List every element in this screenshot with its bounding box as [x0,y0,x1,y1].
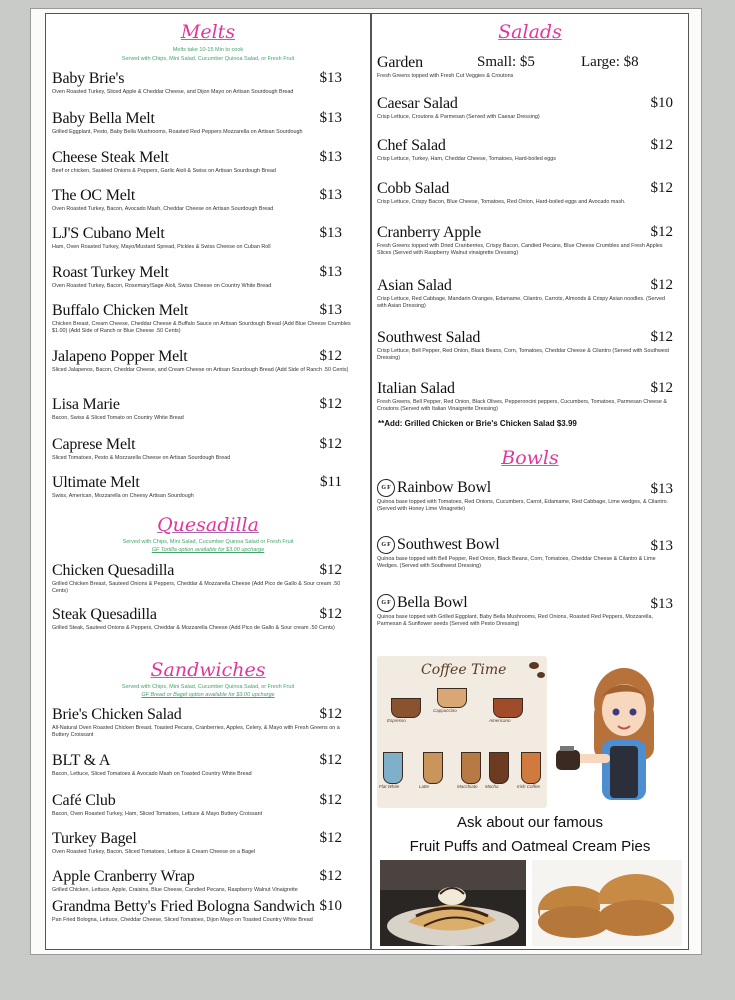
item-name-text: Steak Quesadilla [52,606,157,623]
barista-girl-illustration [552,662,682,808]
coffee-cup-icon [391,698,421,718]
item-name [377,277,683,294]
item-price: $12 [650,224,673,240]
item-name-text: Roast Turkey Melt [52,264,169,281]
item-description: Sliced Tomatoes, Pesto & Mozzarella Cheese on Artisan Sourdough Bread [52,455,231,461]
item-price: $12 [650,180,673,196]
item-price: $12 [319,396,342,412]
item-price: $12 [319,436,342,452]
item-price: $12 [319,792,342,808]
sandwiches-gf-note: GF Bread or Bagel option available for $3.00 upcharge [141,692,275,698]
coffee-drink-label: Irish Coffee [517,784,541,789]
item-name [52,302,364,319]
item-description: Fresh Greens topped with Dried Cranberries, Crispy Bacon, Candied Pecans, Blue Cheese Crumbles and Fresh Apples Slices (Served with Raspberry Walnut vinaigrette Dressing) [377,243,663,256]
item-name-text: LJ'S Cubano Melt [52,225,165,242]
item-price: $12 [650,329,673,345]
coffee-drink-label: Espresso [387,718,406,723]
gluten-free-icon: G F [377,479,395,497]
item-description: Crisp Lettuce, Crispy Bacon, Blue Cheese, Tomatoes, Red Onion, Hard-boiled eggs and Avocado mash. [377,199,626,205]
menu-item-chef-salad [377,137,683,163]
item-name-text: Baby Brie's [52,70,125,87]
item-description: Chicken Breast, Cream Cheese, Cheddar Cheese & Buffalo Sauce on Artisan Sourdough Bread (Add Blue Cheese Crumbles $1.00) (Add Side of Ranch or Blue Cheese .50 Cents) [52,321,351,334]
coffee-cup-icon [489,752,509,784]
item-name [52,706,364,723]
item-description: Oven Roasted Turkey, Bacon, Rosemary/Sage Aioli, Swiss Cheese on Country White Bread [52,283,272,289]
coffee-drink-label: Americano [489,718,511,723]
item-name-text: Apple Cranberry Wrap [52,868,195,885]
salad-add-note: **Add: Grilled Chicken or Brie's Chicken Salad $3.99 [378,419,577,428]
quesadilla-served-note: Served with Chips, Mini Salad, Cucumber Quinoa Salad or Fresh Fruit [122,539,294,545]
item-description: Oven Roasted Turkey, Sliced Apple & Cheddar Cheese, and Dijon Mayo on Artisan Sourdough Bread [52,89,294,95]
menu-item-grandma-betty-s-fried-bologna-sandwich [52,898,364,924]
item-description: Fresh Greens topped with Fresh Cut Veggies & Croutons [377,73,514,79]
item-name-text: Chicken Quesadilla [52,562,175,579]
menu-item-chicken-quesadilla [52,562,364,595]
menu-item-italian-salad [377,380,683,413]
item-name [377,479,683,497]
item-description: Sliced Jalapenos, Bacon, Cheddar Cheese, and Cream Cheese on Artisan Sourdough Bread (Add Side of Ranch .50 Cents) [52,367,349,373]
right-menu-column [371,13,689,950]
item-description: Crisp Lettuce, Red Cabbage, Mandarin Oranges, Edamame, Cilantro, Carrots, Almonds & Crispy Asian noodles. (Served with Asian Dressing) [377,296,665,309]
menu-item-baby-brie-s [52,70,364,96]
sandwiches-title: Sandwiches [150,659,266,681]
menu-item-brie-s-chicken-salad [52,706,364,739]
item-description: Crisp Lettuce, Croutons & Parmesan (Served with Caesar Dressing) [377,114,540,120]
item-price: $12 [319,706,342,722]
item-price: $13 [319,149,342,165]
item-description: Crisp Lettuce, Turkey, Ham, Cheddar Cheese, Tomatoes, Hard-boiled eggs [377,156,556,162]
item-price: $12 [319,348,342,364]
item-name [52,225,364,242]
menu-item-ultimate-melt [52,474,364,500]
menu-item-cheese-steak-melt [52,149,364,175]
item-name-text: Baby Bella Melt [52,110,155,127]
item-price: $13 [650,596,673,612]
item-description: Grilled Steak, Sauteed Onions & Peppers, Cheddar & Mozzarella Cheese (Add Pico de Gallo & Sour cream .50 Cents) [52,625,335,631]
item-description: Pan Fried Bologna, Lettuce, Cheddar Cheese, Sliced Tomatoes, Dijon Mayo on Toasted Country White Bread [52,917,313,923]
item-price: $12 [650,380,673,396]
salads-title: Salads [498,21,562,43]
menu-item-caf-club [52,792,364,818]
item-name-text: Ultimate Melt [52,474,140,491]
coffee-cup-icon [383,752,403,784]
coffee-time-illustration [377,656,547,808]
coffee-cup-icon [461,752,481,784]
item-name-text: Turkey Bagel [52,830,137,847]
item-price: $13 [319,302,342,318]
item-name [52,264,364,281]
item-name [377,380,683,397]
item-description: Bacon, Lettuce, Sliced Tomatoes & Avocado Mash on Toasted Country White Bread [52,771,252,777]
item-name-text: Rainbow Bowl [397,479,492,496]
item-name [52,868,364,885]
item-price: $13 [650,538,673,554]
item-name [377,536,683,554]
item-name [52,149,364,166]
oatmeal-cream-pies-photo [532,860,682,946]
item-name-text: Bella Bowl [397,594,468,611]
quesadilla-title: Quesadilla [157,514,259,536]
item-name-text: Asian Salad [377,277,452,294]
menu-item-southwest-salad [377,329,683,362]
item-name [52,187,364,204]
item-description: Grilled Eggplant, Pesto, Baby Bella Mushrooms, Roasted Red Peppers Mozzarella on Artisan Sourdough [52,129,303,135]
item-price: $12 [650,277,673,293]
item-description: Grilled Chicken Breast, Sauteed Onions & Peppers, Cheddar & Mozzarella Cheese (Add Pico de Gallo & Sour cream .50 Cents) [52,581,341,594]
coffee-cup-icon [423,752,443,784]
item-name [52,70,364,87]
item-name: Garden [377,54,423,71]
item-name-text: Italian Salad [377,380,455,397]
menu-item-lisa-marie [52,396,364,422]
coffee-bean-icon [537,672,545,678]
item-price: $13 [319,264,342,280]
item-name-text: Cobb Salad [377,180,450,197]
item-price: $12 [319,606,342,622]
gluten-free-icon: G F [377,536,395,554]
item-name [52,110,364,127]
coffee-time-title: Coffee Time [421,662,507,678]
menu-item-buffalo-chicken-melt [52,302,364,335]
menu-item-turkey-bagel [52,830,364,856]
item-name [377,594,683,612]
menu-item-asian-salad [377,277,683,310]
item-name-text: Café Club [52,792,116,809]
item-description: Oven Roasted Turkey, Bacon, Avocado Mash, Cheddar Cheese on Artisan Sourdough Bread [52,206,274,212]
item-description: Swiss, American, Mozzarella on Cheesy Artisan Sourdough [52,493,194,499]
item-description: Crisp Lettuce, Bell Pepper, Red Onion, Black Beans, Corn, Tomatoes, Cheddar Cheese & Cilantro (Served with Southwest Dressing) [377,348,670,361]
item-name [52,474,364,491]
left-menu-column [45,13,371,950]
gluten-free-icon: G F [377,594,395,612]
menu-item-the-oc-melt [52,187,364,213]
menu-item-baby-bella-melt [52,110,364,136]
menu-item-cobb-salad [377,180,683,206]
item-price: $10 [319,898,342,914]
item-name-text: Caprese Melt [52,436,136,453]
item-name [52,752,364,769]
item-name-text: BLT & A [52,752,111,769]
item-price: $13 [650,481,673,497]
item-price: $12 [319,830,342,846]
coffee-drink-label: Flat White [379,784,400,789]
item-price: $12 [650,137,673,153]
item-description: Fresh Greens, Bell Pepper, Red Onion, Black Olives, Pepperoncini peppers, Cucumbers, Tomatoes, Parmesan Cheese & Croutons (Served with Italian Vinaigrette Dressing) [377,399,667,412]
item-description: Oven Roasted Turkey, Bacon, Sliced Tomatoes, Lettuce & Cream Cheese on a Bagel [52,849,256,855]
item-name-text: Jalapeno Popper Melt [52,348,188,365]
item-price: $13 [319,187,342,203]
item-name [52,792,364,809]
menu-item-steak-quesadilla [52,606,364,632]
bowls-title: Bowls [501,447,559,469]
item-name-text: The OC Melt [52,187,136,204]
item-description: Quinoa base topped with Grilled Eggplant, Baby Bella Mushrooms, Red Onions, Roasted Red Peppers, Mozzarella, Parmesan & Sunflower seeds (Served with Pesto Dressing) [377,614,653,628]
melts-cook-note: Melts take 10-15 Min to cook [172,47,244,53]
garden-small-price: Small: $5 [477,54,535,70]
item-price: $13 [319,225,342,241]
menu-item-roast-turkey-melt [52,264,364,290]
item-name [52,436,364,453]
coffee-drink-label: Macchiato [457,784,478,789]
menu-item-blt-a [52,752,364,778]
item-price: $12 [319,562,342,578]
garden-large-price: Large: $8 [581,54,639,70]
menu-item-caprese-melt [52,436,364,462]
waffle-dessert-photo [380,860,526,946]
item-name [377,180,683,197]
coffee-drink-label: Mocha [485,784,499,789]
item-name-text: Southwest Salad [377,329,481,346]
menu-item-bella-bowl [377,594,683,628]
item-description: Quinoa base topped with Bell Pepper, Red Onion, Black Beans, Corn, Tomatoes, Cheddar Cheese & Cilantro & Lime Wedges. (Served with Southwest Dressing) [377,556,656,570]
item-name [377,137,683,154]
coffee-drink-label: Latte [419,784,430,789]
item-name [52,396,364,413]
coffee-drink-label: Cappuccino [433,708,457,713]
item-name-text: Buffalo Chicken Melt [52,302,189,319]
item-name-text: Cheese Steak Melt [52,149,169,166]
item-name [52,562,364,579]
item-name-text: Grandma Betty's Fried Bologna Sandwich [52,898,315,915]
menu-item-garden [377,54,683,80]
quesadilla-gf-note: GF Tortilla option available for $3.00 upcharge [151,547,265,553]
item-name [52,348,364,365]
menu-item-apple-cranberry-wrap [52,868,364,894]
item-price: $11 [320,474,342,490]
promo-line-1: Ask about our famous [457,814,603,831]
menu-item-lj-s-cubano-melt [52,225,364,251]
item-description: Beef or chicken, Sautéed Onions & Peppers, Garlic Aioli & Swiss on Artisan Sourdough Bread [52,168,276,174]
item-name [377,224,683,241]
item-price: $13 [319,70,342,86]
coffee-bean-icon [529,662,539,669]
item-name [377,95,683,112]
item-description: Bacon, Swiss & Sliced Tomato on Country White Bread [52,415,184,421]
item-price: $10 [650,95,673,111]
item-description: All-Natural Oven Roasted Chicken Breast, Toasted Pecans, Cranberries, Apples, Celery, & Mayo with Fresh Greens on a Buttery Croissant [52,725,340,738]
promo-line-2: Fruit Puffs and Oatmeal Cream Pies [409,838,651,855]
item-description: Quinoa base topped with Tomatoes, Red Onions, Cucumbers, Carrot, Edamame, Red Cabbage, Lime wedges, & Cilantro. (Served with Honey Lime Vinagrette) [377,499,669,513]
item-name-text: Lisa Marie [52,396,120,413]
menu-sheet [30,8,702,955]
menu-item-southwest-bowl [377,536,683,570]
item-name [52,898,364,915]
item-name-text: Southwest Bowl [397,536,500,553]
item-name [377,329,683,346]
item-description: Grilled Chicken, Lettuce, Apple, Craisins, Blue Cheese, Candied Pecans, Raspberry Walnut Vinaigrette [52,887,298,893]
item-description: Bacon, Oven Roasted Turkey, Ham, Sliced Tomatoes, Lettuce & Mayo Buttery Croissant [52,811,263,817]
coffee-cup-icon [493,698,523,718]
coffee-cup-icon [437,688,467,708]
sandwiches-served-note: Served with Chips, Mini Salad, Cucumber Quinoa Salad, or Fresh Fruit [121,684,295,690]
item-name [52,830,364,847]
menu-item-rainbow-bowl [377,479,683,513]
item-name-text: Cranberry Apple [377,224,482,241]
menu-item-jalapeno-popper-melt [52,348,364,374]
item-name [52,606,364,623]
item-name-text: Caesar Salad [377,95,458,112]
melts-title: Melts [180,21,236,43]
coffee-cup-icon [521,752,541,784]
menu-item-cranberry-apple [377,224,683,257]
item-price: $13 [319,110,342,126]
menu-item-caesar-salad [377,95,683,121]
melts-served-note: Served with Chips, Mini Salad, Cucumber Quinoa Salad, or Fresh Fruit [121,56,295,62]
item-name-text: Brie's Chicken Salad [52,706,182,723]
item-price: $12 [319,752,342,768]
item-name-text: Chef Salad [377,137,446,154]
item-price: $12 [319,868,342,884]
item-description: Ham, Oven Roasted Turkey, Mayo/Mustard Spread, Pickles & Swiss Cheese on Cuban Roll [52,244,271,250]
